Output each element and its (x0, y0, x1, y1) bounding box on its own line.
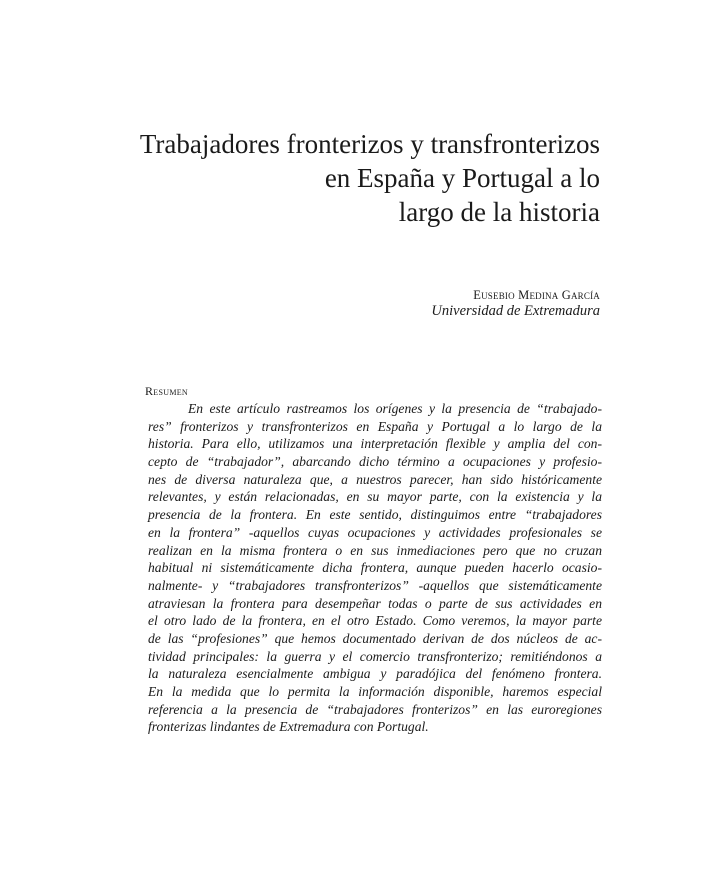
abstract-line: historia. Para ello, utilizamos una interpretación flexible y amplia del con- (148, 436, 602, 452)
abstract-body (148, 400, 602, 736)
abstract-line: atraviesan la frontera para desempeñar todas o parte de sus actividades en (148, 595, 602, 611)
abstract-line: En este artículo rastreamos los orígenes y la presencia de “trabajado- (188, 401, 602, 416)
abstract-line: presencia de la frontera. En este sentido, distinguimos entre “trabajadores (148, 507, 602, 523)
title-line: largo de la historia (398, 197, 600, 227)
abstract-line: res” fronterizos y transfronterizos en España y Portugal a lo largo de la (148, 418, 602, 434)
abstract-line: nalmente- y “trabajadores transfronterizos” -aquellos que sistemáticamente (148, 577, 602, 593)
author-name: Eusebio Medina García (473, 288, 600, 302)
abstract-line: realizan en la misma frontera o en sus inmediaciones pero que no cruzan (148, 542, 602, 558)
abstract-line: En la medida que lo permita la información disponible, haremos especial (148, 684, 602, 699)
abstract-line: de las “profesiones” que hemos documentado derivan de dos núcleos de ac- (148, 630, 602, 646)
abstract-line: nes de diversa naturaleza que, a nuestros parecer, han sido históricamente (148, 471, 602, 487)
abstract-line: fronterizas lindantes de Extremadura con Portugal. (148, 719, 429, 735)
title-line: en España y Portugal a lo (324, 163, 600, 193)
abstract-line: el otro lado de la frontera, en el otro Estado. Como veremos, la mayor parte (148, 613, 602, 629)
abstract-line: relevantes, y están relacionadas, en su mayor parte, con la existencia y la (148, 489, 602, 505)
abstract-heading: Resumen (145, 384, 188, 398)
abstract-line: habitual ni sistemáticamente dicha frontera, aunque pueden hacerlo ocasio- (148, 560, 602, 576)
article-title (80, 127, 600, 229)
abstract-line: en la frontera” -aquellos cuyas ocupaciones y actividades profesionales se (148, 524, 602, 540)
abstract-line: tividad principales: la guerra y el comercio transfronterizo; remitiéndonos a (148, 648, 602, 664)
abstract-line: cepto de “trabajador”, abarcando dicho término a ocupaciones y profesio- (148, 454, 602, 470)
abstract-line: referencia a la presencia de “trabajadores fronterizos” en las euroregiones (148, 701, 602, 717)
abstract-line: la naturaleza esencialmente ambigua y paradójica del fenómeno frontera. (148, 666, 602, 682)
author-affiliation: Universidad de Extremadura (431, 303, 600, 319)
title-line: Trabajadores fronterizos y transfronterizos (139, 129, 600, 159)
